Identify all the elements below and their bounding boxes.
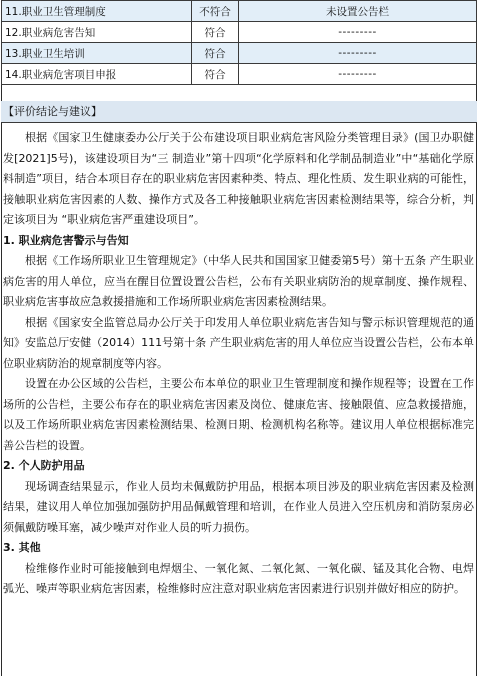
result-cell: 不符合 (192, 1, 239, 22)
paragraph: 根据《工作场所职业卫生管理规定》（中华人民共和国国家卫健委第5号）第十五条 产生职业病危害的用人单位，应当在醒目位置设置公告栏，公布有关职业病防治的规章制度、操作规程、职业病危害事故应急救援措施和工作场所职业病危害因素检测结果。 (3, 254, 474, 308)
paragraph: 现场调查结果显示，作业人员均未佩戴防护用品，根据本项目涉及的职业病危害因素及检测结果，建议用人单位加强加强防护用品佩戴管理和培训，在作业人员进入空压机房和消防泵房必须佩戴防噪耳塞，减少噪声对作业人员的听力损伤。 (3, 479, 474, 534)
item-cell: 12.职业病危害告知 (2, 22, 192, 43)
item-cell: 13.职业卫生培训 (2, 43, 192, 64)
result-cell: 符合 (192, 22, 239, 43)
paragraph: 根据《国家卫生健康委办公厅关于公布建设项目职业病危害风险分类管理目录》(国卫办职健发[2021]5号)，该建设项目为“三 制造业”第十四项“化学原料和化学制品制造业”中“基础化学原料制造”项目，结合本项目存在的职业病危害因素种类、特点、理化性质、发生职业病的可能性，接触职业病危害因素的人数、操作方式及各工种接触职业病危害因素检测结果等，综合分析，判定该项目为 “职业病危害严重建设项目”。 (3, 131, 474, 226)
table-row (2, 43, 477, 64)
table-row (2, 1, 477, 22)
conclusion-body (3, 128, 474, 600)
note-cell: 未设置公告栏 (239, 1, 477, 22)
item-cell: 11.职业卫生管理制度 (2, 1, 192, 22)
subheading: 2. 个人防护用品 (3, 459, 85, 472)
paragraph: 根据《国家安全监管总局办公厅关于印发用人单位职业病危害告知与警示标识管理规范的通知》安监总厅安健（2014）111号第十条 产生职业病危害的用人单位应当设置公告栏，公布本单位职业病防治的规章制度等内容。 (3, 315, 474, 370)
section-title: 【评价结论与建议】 (1, 101, 477, 123)
result-cell: 符合 (192, 43, 239, 64)
note-cell: --------- (239, 43, 477, 64)
subheading: 3. 其他 (3, 541, 41, 554)
compliance-table (1, 0, 477, 85)
note-cell: --------- (239, 64, 477, 85)
paragraph: 设置在办公区域的公告栏，主要公布本单位的职业卫生管理制度和操作规程等；设置在工作场所的公告栏，主要公布存在的职业病危害因素及岗位、健康危害、接触限值、应急救援措施，以及工作场所职业病危害因素检测结果、检测日期、检测机构名称等。建议用人单位根据标准完善公告栏的设置。 (3, 377, 474, 452)
subheading: 1. 职业病危害警示与告知 (3, 233, 129, 247)
item-cell: 14.职业病危害项目申报 (2, 64, 192, 85)
result-cell: 符合 (192, 64, 239, 85)
paragraph: 检维修作业时可能接触到电焊烟尘、一氧化氮、二氧化氮、一氧化碳、锰及其化合物、电焊弧光、噪声等职业病危害因素，检维修时应注意对职业病危害因素进行识别并做好相应的防护。 (3, 561, 474, 595)
table-row (2, 64, 477, 85)
note-cell: --------- (239, 22, 477, 43)
table-row (2, 22, 477, 43)
